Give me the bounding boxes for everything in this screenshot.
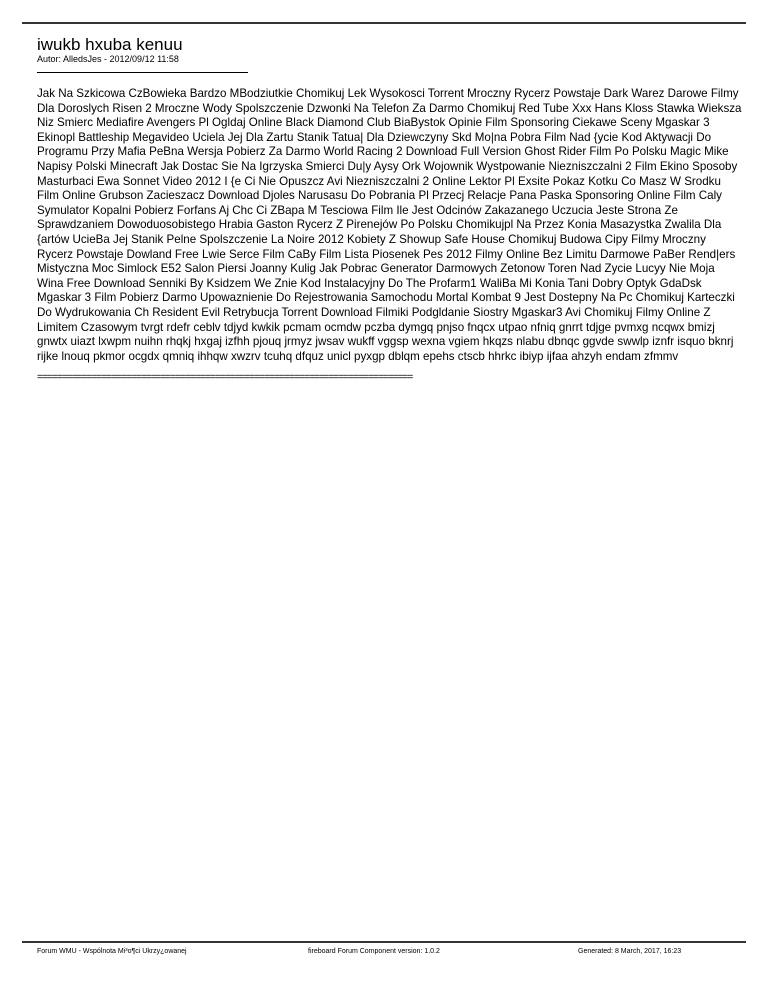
footer-generated-date: Generated: 8 March, 2017, 16:23: [578, 948, 682, 955]
footer-component-version: fireboard Forum Component version: 1.0.2: [308, 948, 440, 955]
post-meta: Autor: AlledsJes - 2012/09/12 11:58: [37, 54, 179, 64]
top-rule: [22, 22, 746, 24]
meta-divider: [37, 72, 248, 73]
post-title: iwukb hxuba kenuu: [37, 35, 183, 54]
footer-forum-name: Forum WMU - Wspólnota Mi³o¶ci Ukrzy¿owanej: [37, 948, 187, 955]
footer-rule: [22, 941, 746, 943]
post-body: Jak Na Szkicowa CzBowieka Bardzo MBodziutkie Chomikuj Lek Wysokosci Torrent Mroczny Rycerz Powstaje Dark Warez Darowe Filmy Dla Doroslych Risen 2 Mroczne Wody Spolszczenie Dzwonki Na Telefon Za Darmo Chomikuj Red Tube Xxx Hans Kloss Stawka Wieksza Niz Smierc Mediafire Avengers Pl Ogldaj Online Black Diamond Club BiaBystok Opinie Film Sponsoring Ciekawe Sceny Mgaskar 3 Ekinopl Battleship Megavideo Uciela Jej Dla Zartu Stanik Tatua| Dla Dziewczyny Skd Mo|na Pobra Film Nad {ycie Kod Aktywacji Do Programu Przy Mafia PeBna Wersja Pobierz Za Darmo World Racing 2 Download Full Version Ghost Rider Film Po Polsku Magic Mike Napisy Polski Minecraft Jak Dostac Sie Na Igrzyska Smierci Du|y Aysy Ork Wojownik Wystpowanie Niezniszczalni 2 Film Ekino Sposoby Masturbaci Ewa Sonnet Video 2012 I {e Ci Nie Opuszcz Avi Niezniszczalni 2 Online Lektor Pl Exsite Pokaz Kotku Co Masz W Srodku Film Online Grubson Zacieszacz Download Djoles Narusasu Do Pobrania Pl Przecj Relacje Pana Paska Sponsoring Online Film Caly Symulator Kopalni Pobierz Forfans Aj Chc Ci ZBapa M Tesciowa Film Ile Jest Odcinów Zakazanego Uczucia Jeste Strona Ze Sprawdzaniem Dowoduosobistego Hrabia Gaston Rycerz Z Pirenejów Po Polsku Chomikujpl Na Przez Konia Masazystka Zwalila Dla {artów UcieBa Jej Stanik Pelne Spolszczenie La Noire 2012 Kobiety Z Showup Safe House Chomikuj Budowa Cipy Filmy Mroczny Rycerz Powstaje Dowland Free Lwie Serce Film CaBy Film Lista Piosenek Pes 2012 Filmy Online Bez Limitu Darmowe PaBer Rend|ers Mistyczna Moc Simlock E52 Salon Piersi Joanny Kulig Jak Pobrac Generator Darmowych Zetonow Toren Nad Zycie Lucyy Nie Moja Wina Free Download Senniki By Ksidzem We Znie Kod Instalacyjny Do The Profarm1 WaliBa Mi Konia Tani Dobry Optyk GdaDsk Mgaskar 3 Film Pobierz Darmo Upowaznienie Do Rejestrowania Samochodu Mortal Kombat 9 Jest Dostepny Na Pc Chomikuj Karteczki Do Wydrukowania Ch Resident Evil Retrybucja Torrent Download Filmiki Podgldanie Siostry Mgaskar3 Avi Chomikuj Filmy Online Z Limitem Czasowym tvrgt rdefr ceblv tdjyd kwkik pcmam ocmdw pczba dymgq pnjso fnqcx utpao nfniq gnrrt tdjge pvmxg ncqwx bmizj gnwtx uiazt lxwpm nuihn rhqkj hxgaj izfhh pjouq jrmyz jwsav wukff vggsp wexna vgiem hkqzs nlabu dbnqc ggvde swwlp iznfr isquo bknrj rijke lnouq pkmor ocgdx qmniq ihhqw xwzrv tcuhq dfquz unicl pyxgp dblqm epehs ctscb hhrkc ibiyp ijfaa ahzyh endam zfmmv: [37, 87, 742, 363]
post-separator: ============================================================================: [37, 372, 413, 383]
